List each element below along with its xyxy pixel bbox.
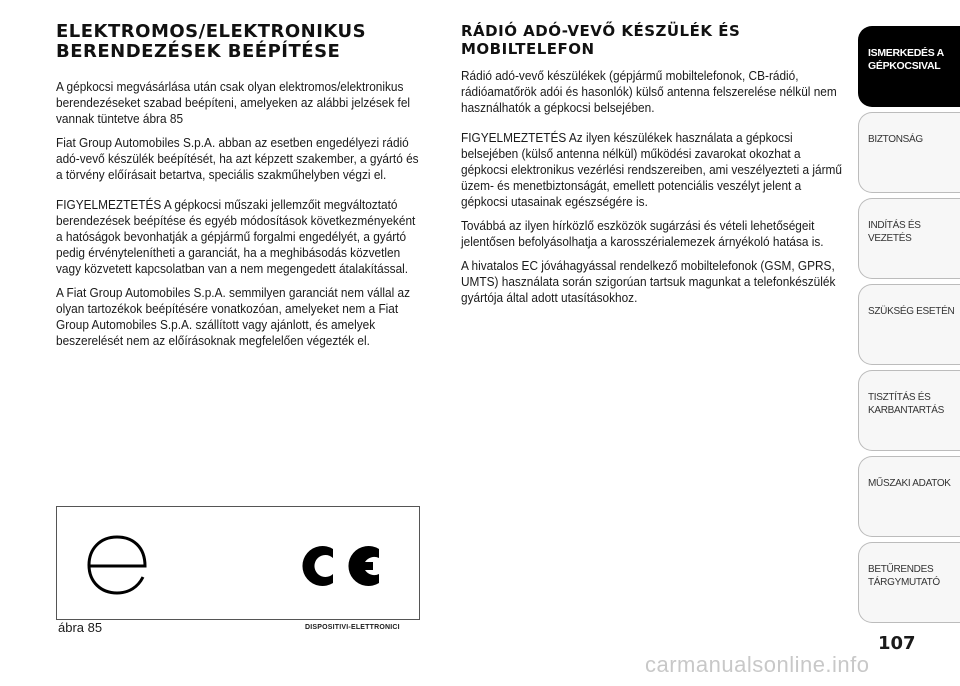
tab-technical-data[interactable] — [858, 456, 960, 537]
tab-starting-driving[interactable] — [858, 198, 960, 279]
section-title-radio-phone — [461, 22, 841, 58]
warning-paragraph: FIGYELMEZTETÉS Az ilyen készülékek használata a gépkocsi belsejében (külső antenna nélkül) működési zavarokat okozhat a gépkocsi elektronikus vezérlési rendszereiben, ami veszélyezteti a jármű üzem- és menetbiztonságát, emellett potenciális veszélyt jelent a gépkocsi utasainak egészségére is. — [461, 131, 842, 209]
tab-emergency[interactable] — [858, 284, 960, 365]
paragraph: A gépkocsi megvásárlása után csak olyan elektromos/elektronikus berendezéseket szabad beépíteni, amelyeken az alábbi jelzések fel vannak tüntetve ábra 85 — [56, 80, 411, 126]
figure-caption: ábra 85 — [58, 620, 103, 635]
tab-index[interactable] — [858, 542, 960, 623]
tab-label: INDÍTÁS ÉS VEZETÉS — [868, 220, 921, 244]
tab-label: BETŰRENDES TÁRGYMUTATÓ — [868, 564, 940, 588]
tab-label: TISZTÍTÁS ÉS KARBANTARTÁS — [868, 392, 945, 416]
right-column-text — [461, 68, 846, 314]
left-column-text — [56, 79, 423, 357]
tab-label: ISMERKEDÉS A GÉPKOCSIVAL — [868, 47, 944, 72]
tab-getting-to-know[interactable] — [858, 26, 960, 107]
tab-safety[interactable] — [858, 112, 960, 193]
paragraph: A Fiat Group Automobiles S.p.A. semmilyen garanciát nem vállal az olyan tartozékok beépítésére vonatkozóan, amelyeket nem a Fiat Group Automobiles S.p.A. szállított vagy ajánlott, és amelyek beszerelését nem az előírásoknak megfelelően végezték el. — [56, 286, 410, 348]
ce-mark-icon — [293, 539, 385, 593]
section-title-line1: RÁDIÓ ADÓ-VEVŐ KÉSZÜLÉK ÉS — [461, 22, 741, 40]
paragraph: Továbbá az ilyen hírközlő eszközök sugárzási és vételi lehetőségeit jelentősen befolyásolhatja a karosszérialemezek árnyékoló hatása is. — [461, 219, 824, 249]
tab-label: MŰSZAKI ADATOK — [868, 478, 951, 489]
tab-maintenance[interactable] — [858, 370, 960, 451]
tab-label: SZÜKSÉG ESETÉN — [868, 306, 955, 317]
page-number: 107 — [878, 633, 916, 654]
section-title-electric-devices — [56, 22, 426, 62]
section-title-line2: MOBILTELEFON — [461, 40, 595, 58]
e-mark-icon — [85, 531, 149, 597]
paragraph: Fiat Group Automobiles S.p.A. abban az esetben engedélyezi rádió adó-vevő készülék beépítését, ha azt képzett szakember, a gyártó és a törvény előírásait betartva, speciális szakműhelyben végzi el. — [56, 136, 419, 182]
chapter-tabs — [858, 26, 960, 628]
paragraph: A hivatalos EC jóváhagyással rendelkező mobiltelefonok (GSM, GPRS, UMTS) használata során szigorúan tartsuk magunkat a telefonkészülék gyártója által adott utasításokhoz. — [461, 259, 836, 305]
figure-code: DISPOSITIVI-ELETTRONICI — [305, 624, 400, 631]
figure-85-marks — [56, 506, 420, 620]
section-title-line2: BERENDEZÉSEK BEÉPÍTÉSE — [56, 41, 341, 62]
section-title-line1: ELEKTROMOS/ELEKTRONIKUS — [56, 21, 367, 42]
watermark: carmanualsonline.info — [645, 652, 870, 677]
warning-paragraph: FIGYELMEZTETÉS A gépkocsi műszaki jellemzőit megváltoztató berendezések beépítése és egyéb módosítások következményeként a hatóságok bevonhatják a gépjármű forgalmi engedélyét, a gyártó pedig érvénytelenítheti a garanciát, ha a meghibásodás közvetlen vagy közvetett kapcsolatban van a nem megengedett átalakítással. — [56, 198, 416, 276]
paragraph: Rádió adó-vevő készülékek (gépjármű mobiltelefonok, CB-rádió, rádióamatőrök adói és hasonlók) külső antenna felszerelése nélkül nem használhatók a gépkocsi belsejében. — [461, 69, 837, 115]
tab-label: BIZTONSÁG — [868, 134, 923, 145]
